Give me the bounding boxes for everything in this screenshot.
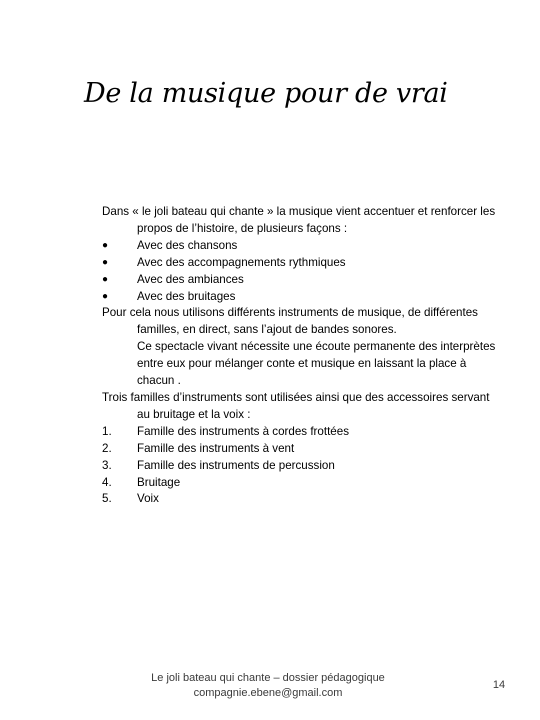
instruments-paragraph: Pour cela nous utilisons différents instruments de musique, de différentes familles, en direct, sans l’ajout de bandes sonores. xyxy=(102,306,478,337)
page-number: 14 xyxy=(492,679,506,691)
list-item xyxy=(102,255,497,272)
bullet-dot-icon: ● xyxy=(102,256,109,268)
footer-title: Le joli bateau qui chante – dossier pédagogique xyxy=(151,672,385,684)
list-item-label: Avec des bruitages xyxy=(137,289,236,303)
list-item xyxy=(102,238,497,255)
list-item xyxy=(102,272,497,289)
list-item-label: Avec des chansons xyxy=(137,238,238,252)
list-item-number: 2. xyxy=(102,441,112,455)
list-item-label: Bruitage xyxy=(137,475,181,489)
list-item-number: 5. xyxy=(102,492,112,506)
list-item-label: Voix xyxy=(137,492,159,506)
bullet-dot-icon: ● xyxy=(102,290,109,302)
list-item-number: 1. xyxy=(102,424,112,438)
families-list xyxy=(102,424,497,509)
footer-email: compagnie.ebene@gmail.com xyxy=(193,687,343,699)
intro-paragraph: Dans « le joli bateau qui chante » la musique vient accentuer et renforcer les propos de l’histoire, de plusieurs façons : xyxy=(102,205,496,235)
list-item xyxy=(102,424,497,441)
list-item xyxy=(102,458,497,475)
spectacle-paragraph: Ce spectacle vivant nécessite une écoute permanente des interprètes entre eux pour mélanger conte et musique en laissant la place à chacun . xyxy=(137,340,496,388)
families-intro-paragraph: Trois familles d’instruments sont utilisées ainsi que des accessoires servant au bruitage et la voix : xyxy=(102,390,490,421)
list-item xyxy=(102,441,497,458)
list-item-label: Avec des ambiances xyxy=(137,272,244,286)
page-footer xyxy=(100,671,436,701)
bullet-dot-icon: ● xyxy=(102,273,109,285)
list-item-label: Famille des instruments de percussion xyxy=(137,458,335,472)
list-item xyxy=(102,475,497,492)
list-item xyxy=(102,491,497,508)
document-body xyxy=(102,204,497,508)
list-item-number: 3. xyxy=(102,458,112,472)
ways-list xyxy=(102,238,497,306)
list-item-label: Avec des accompagnements rythmiques xyxy=(137,255,346,269)
list-item-label: Famille des instruments à vent xyxy=(137,441,295,455)
list-item-number: 4. xyxy=(102,475,112,489)
list-item-label: Famille des instruments à cordes frottées xyxy=(137,424,349,438)
bullet-dot-icon: ● xyxy=(102,239,109,251)
list-item xyxy=(102,289,497,306)
page-title: De la musique pour de vrai xyxy=(84,78,448,109)
